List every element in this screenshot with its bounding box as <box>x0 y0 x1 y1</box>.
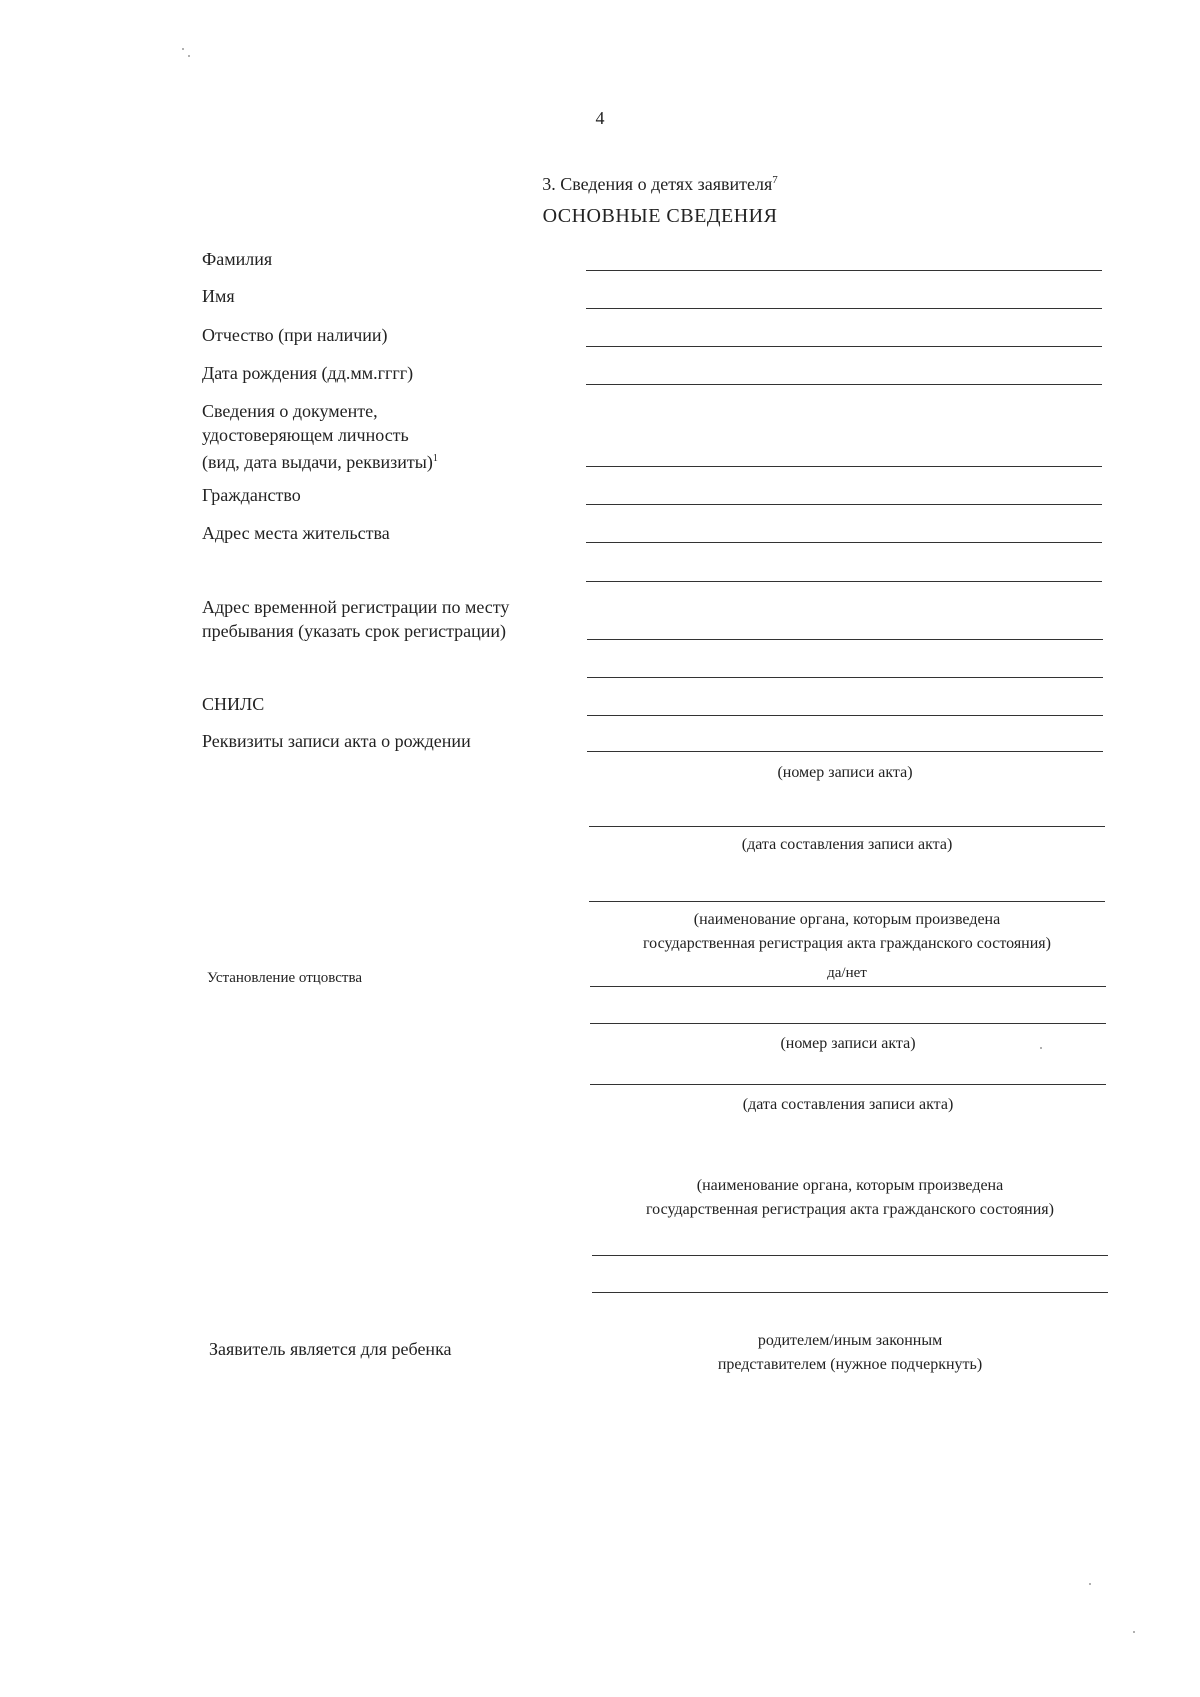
label-patronymic: Отчество (при наличии) <box>202 325 388 345</box>
label-id-document-line3-text: (вид, дата выдачи, реквизиты) <box>202 452 433 472</box>
label-birth-date: Дата рождения (дд.мм.гггг) <box>202 363 414 383</box>
page-number: 4 <box>595 108 605 128</box>
paternity-authority-line-2[interactable] <box>592 1292 1108 1293</box>
caption-parent-line2: представителем (нужное подчеркнуть) <box>717 1356 983 1373</box>
label-id-document-footnote: 1 <box>432 453 438 464</box>
scan-speck <box>1089 1583 1091 1585</box>
label-birth-record: Реквизиты записи акта о рождении <box>202 731 471 751</box>
label-citizenship: Гражданство <box>202 485 301 505</box>
label-temporary-registration-line1: Адрес временной регистрации по месту <box>202 597 510 617</box>
citizenship-line[interactable] <box>586 504 1102 505</box>
caption-parent-line1: родителем/иным законным <box>757 1332 943 1349</box>
birth-date-line[interactable] <box>586 384 1102 385</box>
caption-authority-2 <box>592 1174 1108 1222</box>
caption-authority-2-line1: (наименование органа, которым произведена <box>696 1177 1004 1194</box>
label-paternity: Установление отцовства <box>207 970 363 986</box>
caption-record-date-1: (дата составления записи акта) <box>741 836 953 853</box>
caption-authority-2-line2: государственная регистрация акта гражданского состояния) <box>646 1201 1054 1218</box>
residence-address-line-2[interactable] <box>586 581 1102 582</box>
birth-record-authority-line[interactable] <box>589 901 1105 902</box>
name-line[interactable] <box>586 308 1102 309</box>
label-temporary-registration <box>202 595 509 643</box>
scan-speck <box>1133 1631 1135 1633</box>
caption-record-date-2: (дата составления записи акта) <box>742 1096 954 1113</box>
section-title-text: 3. Сведения о детях заявителя <box>542 174 773 194</box>
paternity-answer-line[interactable] <box>590 986 1106 987</box>
section-title-footnote: 7 <box>772 174 778 186</box>
temporary-registration-line-2[interactable] <box>587 677 1103 678</box>
surname-line[interactable] <box>586 270 1102 271</box>
birth-record-number-line[interactable] <box>587 751 1103 752</box>
label-applicant-is: Заявитель является для ребенка <box>209 1339 452 1359</box>
birth-record-date-line[interactable] <box>589 826 1105 827</box>
caption-authority-1-line2: государственная регистрация акта гражданского состояния) <box>643 935 1051 952</box>
section-subtitle: ОСНОВНЫЕ СВЕДЕНИЯ <box>542 205 778 227</box>
paternity-record-date-line[interactable] <box>590 1084 1106 1085</box>
caption-record-number-2: (номер записи акта) <box>780 1035 916 1052</box>
section-title <box>0 174 1200 195</box>
label-id-document-line2: удостоверяющем личность <box>202 425 409 445</box>
scan-speck <box>188 55 190 57</box>
label-snils: СНИЛС <box>202 694 265 714</box>
snils-line[interactable] <box>587 715 1103 716</box>
label-id-document <box>202 399 438 474</box>
caption-record-number-1: (номер записи акта) <box>777 764 913 781</box>
id-document-line[interactable] <box>586 466 1102 467</box>
temporary-registration-line-1[interactable] <box>587 639 1103 640</box>
paternity-authority-line-1[interactable] <box>592 1255 1108 1256</box>
label-id-document-line3 <box>202 447 438 474</box>
label-id-document-line1: Сведения о документе, <box>202 401 378 421</box>
caption-yes-no: да/нет <box>827 965 867 981</box>
label-name: Имя <box>202 286 235 306</box>
caption-authority-1-line1: (наименование органа, которым произведена <box>693 911 1001 928</box>
residence-address-line-1[interactable] <box>586 542 1102 543</box>
caption-authority-1 <box>589 908 1105 956</box>
caption-parent-or-representative <box>592 1329 1108 1377</box>
label-residence-address: Адрес места жительства <box>202 523 390 543</box>
label-surname: Фамилия <box>202 249 273 269</box>
scan-speck <box>1040 1047 1042 1049</box>
patronymic-line[interactable] <box>586 346 1102 347</box>
paternity-record-number-line[interactable] <box>590 1023 1106 1024</box>
label-temporary-registration-line2: пребывания (указать срок регистрации) <box>202 621 507 641</box>
scan-speck <box>182 48 184 50</box>
